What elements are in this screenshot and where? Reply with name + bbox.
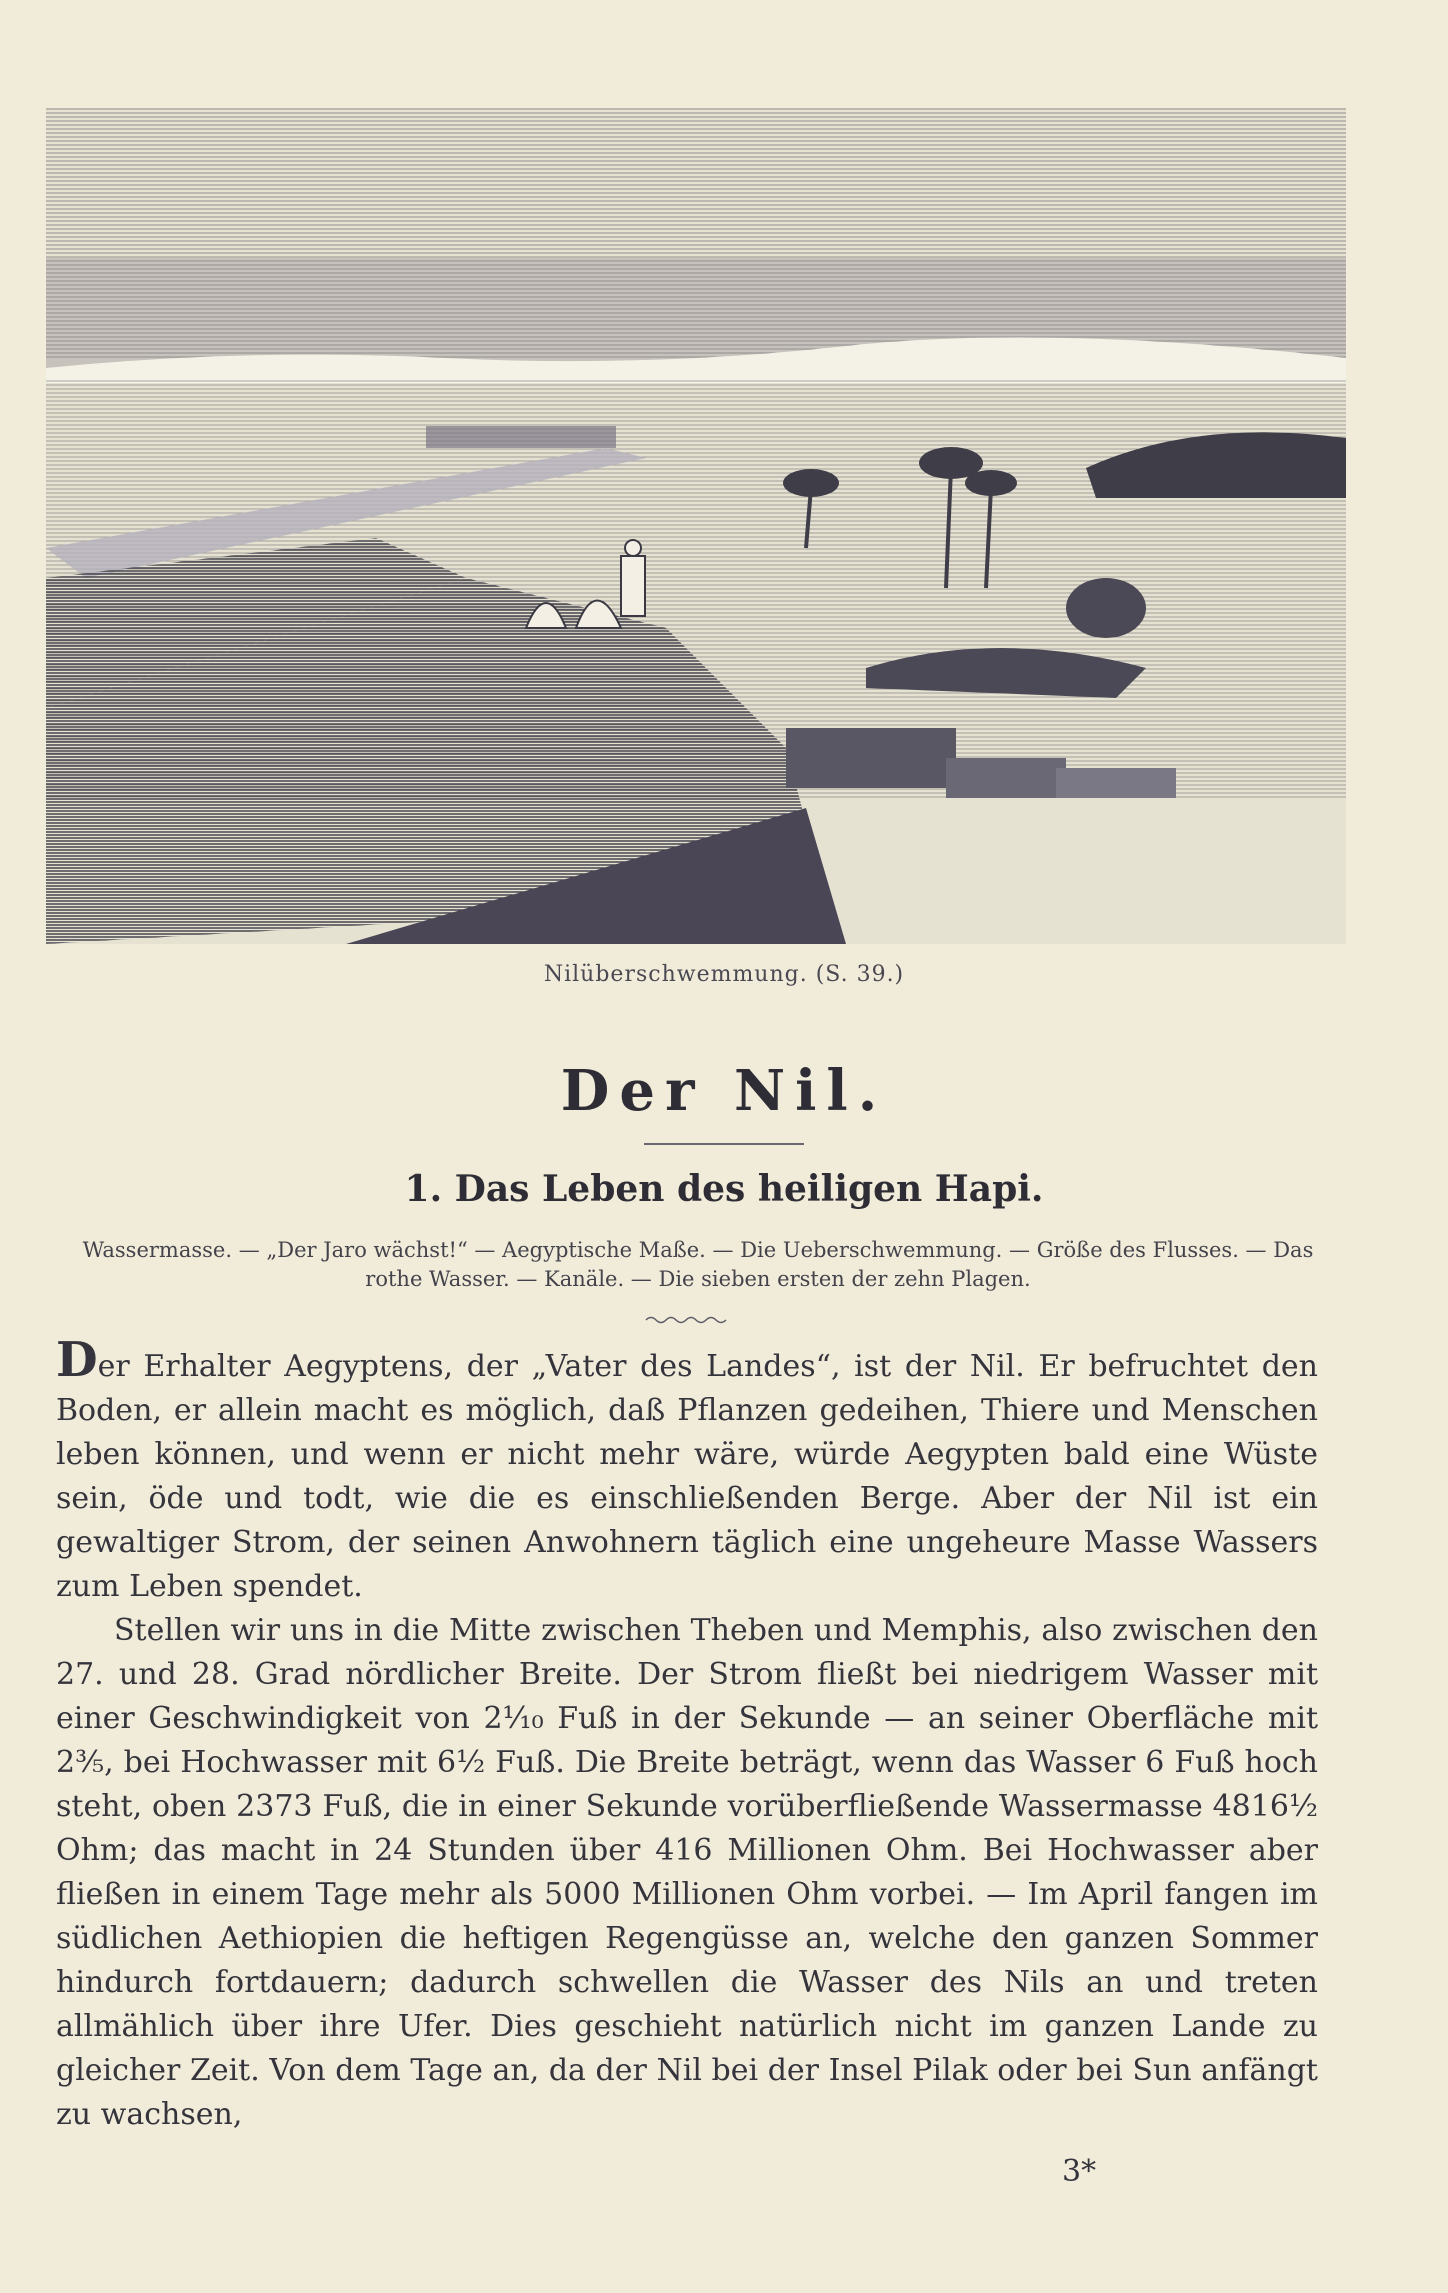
section-title: 1. Das Leben des heiligen Hapi. — [404, 1168, 1044, 1210]
section-summary: Wassermasse. — „Der Jaro wächst!“ — Aegyptische Maße. — Die Ueberschwemmung. — Größe des Flusses. — Das rothe Wasser. — Kanäle. — Die sieben ersten der zehn Plagen. — [82, 1238, 1314, 1291]
paragraph-1 — [56, 1332, 1318, 1609]
drop-cap: D — [56, 1332, 98, 1388]
illustration-caption: Nilüberschwemmung. (S. 39.) — [543, 962, 905, 987]
paragraph-1-text: er Erhalter Aegyptens, der „Vater des Landes“, ist der Nil. Er befruchtet den Boden, er allein macht es möglich, daß Pflanzen gedeihen, Thiere und Menschen leben können, und wenn er nicht mehr wäre, würde Aegypten bald eine Wüste sein, öde und todt, wie die es einschließenden Berge. Aber der Nil ist ein gewaltiger Strom, der seinen Anwohnern täglich eine ungeheure Masse Wassers zum Leben spendet. — [56, 1349, 1318, 1604]
engraving-image — [46, 108, 1346, 944]
body-text — [56, 1332, 1318, 2137]
chapter-title: Der Nil. — [560, 1058, 888, 1124]
wave-ornament — [644, 1314, 728, 1326]
nile-flood-engraving — [46, 108, 1346, 944]
paragraph-2: Stellen wir uns in die Mitte zwischen Theben und Memphis, also zwischen den 27. und 28. Grad nördlicher Breite. Der Strom fließt bei niedrigem Wasser mit einer Geschwindigkeit von 2¹⁄₁₀ Fuß in der Sekunde — an seiner Oberfläche mit 2³⁄₅, bei Hochwasser mit 6¹⁄₂ Fuß. Die Breite beträgt, wenn das Wasser 6 Fuß hoch steht, oben 2373 Fuß, die in einer Sekunde vorüberfließende Wassermasse 4816¹⁄₂ Ohm; das macht in 24 Stunden über 416 Millionen Ohm. Bei Hochwasser aber fließen in einem Tage mehr als 5000 Millionen Ohm vorbei. — Im April fangen im südlichen Aethiopien die heftigen Regengüsse an, welche den ganzen Sommer hindurch fortdauern; dadurch schwellen die Wasser des Nils an und treten allmählich über ihre Ufer. Dies geschieht natürlich nicht im ganzen Lande zu gleicher Zeit. Von dem Tage an, da der Nil bei der Insel Pilak oder bei Sun anfängt zu wachsen, — [56, 1613, 1318, 2132]
title-divider — [644, 1143, 804, 1145]
page-number: 3* — [1062, 2154, 1097, 2189]
